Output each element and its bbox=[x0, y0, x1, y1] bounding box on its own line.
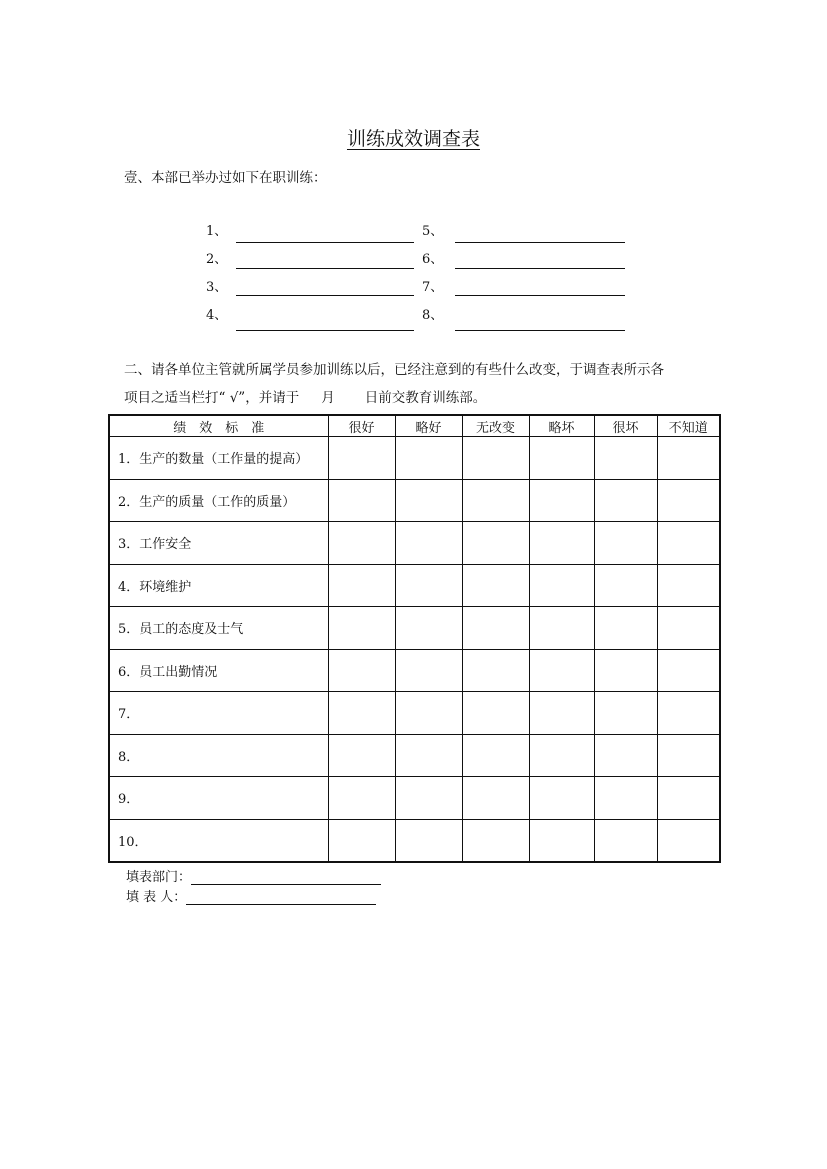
list-item-number: 6、 bbox=[422, 252, 444, 267]
section1-heading: 壹、本部已举办过如下在职训练： bbox=[124, 170, 327, 186]
table-row bbox=[109, 479, 720, 522]
rating-cell[interactable] bbox=[462, 819, 529, 862]
rating-cell[interactable] bbox=[462, 607, 529, 650]
dept-label: 填表部门： bbox=[126, 870, 192, 885]
list-item-number: 4、 bbox=[206, 308, 228, 323]
header-very-bad: 很坏 bbox=[594, 415, 657, 437]
table-row bbox=[109, 437, 720, 480]
rating-cell[interactable] bbox=[462, 479, 529, 522]
table-row bbox=[109, 819, 720, 862]
rating-cell[interactable] bbox=[529, 649, 594, 692]
rating-cell[interactable] bbox=[395, 734, 462, 777]
survey-table bbox=[108, 414, 721, 863]
table-row bbox=[109, 607, 720, 650]
rating-cell[interactable] bbox=[395, 479, 462, 522]
table-row bbox=[109, 564, 720, 607]
rating-cell[interactable] bbox=[529, 607, 594, 650]
rating-cell[interactable] bbox=[594, 819, 657, 862]
criteria-cell: 9． bbox=[109, 777, 328, 820]
rating-cell[interactable] bbox=[462, 692, 529, 735]
instruction-text: 项目之适当栏打“ √”，并请于 bbox=[124, 390, 300, 406]
criteria-cell: 5．员工的态度及士气 bbox=[109, 607, 328, 650]
training-blank-line[interactable] bbox=[236, 242, 414, 243]
table-row bbox=[109, 777, 720, 820]
footer-person bbox=[126, 886, 376, 905]
rating-cell[interactable] bbox=[657, 437, 720, 480]
rating-cell[interactable] bbox=[328, 819, 395, 862]
rating-cell[interactable] bbox=[395, 819, 462, 862]
training-blank-line[interactable] bbox=[236, 330, 414, 331]
training-blank-line[interactable] bbox=[455, 242, 625, 243]
rating-cell[interactable] bbox=[462, 649, 529, 692]
rating-cell[interactable] bbox=[328, 522, 395, 565]
rating-cell[interactable] bbox=[594, 437, 657, 480]
rating-cell[interactable] bbox=[529, 692, 594, 735]
rating-cell[interactable] bbox=[395, 522, 462, 565]
rating-cell[interactable] bbox=[657, 692, 720, 735]
training-blank-line[interactable] bbox=[455, 330, 625, 331]
rating-cell[interactable] bbox=[594, 564, 657, 607]
rating-cell[interactable] bbox=[594, 649, 657, 692]
rating-cell[interactable] bbox=[395, 777, 462, 820]
table-row bbox=[109, 734, 720, 777]
rating-cell[interactable] bbox=[529, 734, 594, 777]
page-title: 训练成效调查表 bbox=[346, 128, 480, 150]
training-blank-line[interactable] bbox=[236, 268, 414, 269]
rating-cell[interactable] bbox=[395, 649, 462, 692]
table-header-row bbox=[109, 415, 720, 437]
rating-cell[interactable] bbox=[395, 564, 462, 607]
table-row bbox=[109, 649, 720, 692]
training-blank-line[interactable] bbox=[455, 268, 625, 269]
person-label: 填 表 人： bbox=[126, 890, 187, 905]
rating-cell[interactable] bbox=[657, 649, 720, 692]
criteria-cell: 8． bbox=[109, 734, 328, 777]
rating-cell[interactable] bbox=[328, 692, 395, 735]
rating-cell[interactable] bbox=[594, 479, 657, 522]
list-item-number: 3、 bbox=[206, 280, 228, 295]
table-row bbox=[109, 522, 720, 565]
list-item-number: 7、 bbox=[422, 280, 444, 295]
header-no-change: 无改变 bbox=[462, 415, 529, 437]
header-slightly-bad: 略坏 bbox=[529, 415, 594, 437]
header-very-good: 很好 bbox=[328, 415, 395, 437]
rating-cell[interactable] bbox=[462, 777, 529, 820]
rating-cell[interactable] bbox=[462, 437, 529, 480]
rating-cell[interactable] bbox=[594, 692, 657, 735]
rating-cell[interactable] bbox=[657, 777, 720, 820]
training-blank-line[interactable] bbox=[455, 295, 625, 296]
rating-cell[interactable] bbox=[594, 522, 657, 565]
list-item-number: 2、 bbox=[206, 252, 228, 267]
criteria-cell: 2．生产的质量（工作的质量） bbox=[109, 479, 328, 522]
rating-cell[interactable] bbox=[328, 734, 395, 777]
rating-cell[interactable] bbox=[657, 734, 720, 777]
rating-cell[interactable] bbox=[328, 607, 395, 650]
dept-signature-line[interactable] bbox=[191, 870, 381, 885]
table-row bbox=[109, 692, 720, 735]
rating-cell[interactable] bbox=[594, 777, 657, 820]
rating-cell[interactable] bbox=[594, 607, 657, 650]
rating-cell[interactable] bbox=[657, 479, 720, 522]
section2-instructions-line2 bbox=[124, 386, 486, 406]
footer-dept bbox=[126, 866, 381, 885]
header-unknown: 不知道 bbox=[657, 415, 720, 437]
criteria-cell: 7． bbox=[109, 692, 328, 735]
rating-cell[interactable] bbox=[657, 522, 720, 565]
criteria-cell: 4．环境维护 bbox=[109, 564, 328, 607]
list-item-number: 1、 bbox=[206, 224, 228, 239]
list-item-number: 5、 bbox=[422, 224, 444, 239]
criteria-cell: 1．生产的数量（工作量的提高） bbox=[109, 437, 328, 480]
rating-cell[interactable] bbox=[462, 564, 529, 607]
rating-cell[interactable] bbox=[657, 607, 720, 650]
person-signature-line[interactable] bbox=[186, 890, 376, 905]
rating-cell[interactable] bbox=[529, 777, 594, 820]
rating-cell[interactable] bbox=[328, 777, 395, 820]
rating-cell[interactable] bbox=[395, 607, 462, 650]
rating-cell[interactable] bbox=[462, 522, 529, 565]
header-criteria: 绩 效 标 准 bbox=[109, 415, 328, 437]
rating-cell[interactable] bbox=[395, 692, 462, 735]
rating-cell[interactable] bbox=[529, 819, 594, 862]
rating-cell[interactable] bbox=[462, 734, 529, 777]
rating-cell[interactable] bbox=[594, 734, 657, 777]
list-item-number: 8、 bbox=[422, 308, 444, 323]
rating-cell[interactable] bbox=[328, 479, 395, 522]
rating-cell[interactable] bbox=[529, 437, 594, 480]
criteria-cell: 10． bbox=[109, 819, 328, 862]
deadline-text: 日前交教育训练部。 bbox=[364, 390, 487, 406]
rating-cell[interactable] bbox=[328, 649, 395, 692]
month-label: 月 bbox=[321, 390, 335, 406]
rating-cell[interactable] bbox=[529, 479, 594, 522]
rating-cell[interactable] bbox=[529, 564, 594, 607]
rating-cell[interactable] bbox=[657, 819, 720, 862]
rating-cell[interactable] bbox=[328, 437, 395, 480]
criteria-cell: 6．员工出勤情况 bbox=[109, 649, 328, 692]
rating-cell[interactable] bbox=[529, 522, 594, 565]
criteria-cell: 3．工作安全 bbox=[109, 522, 328, 565]
training-blank-line[interactable] bbox=[236, 295, 414, 296]
rating-cell[interactable] bbox=[657, 564, 720, 607]
rating-cell[interactable] bbox=[395, 437, 462, 480]
rating-cell[interactable] bbox=[328, 564, 395, 607]
section2-instructions-line1: 二、请各单位主管就所属学员参加训练以后，已经注意到的有些什么改变，于调查表所示各 bbox=[124, 362, 664, 378]
header-slightly-good: 略好 bbox=[395, 415, 462, 437]
